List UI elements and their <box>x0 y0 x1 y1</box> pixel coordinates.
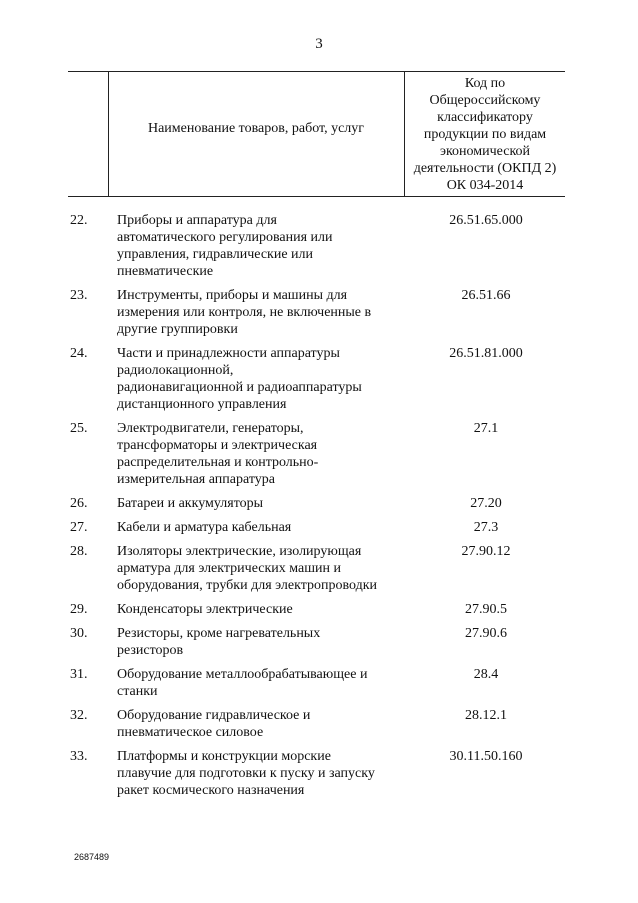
row-name <box>112 625 407 659</box>
row-name-line: резисторов <box>117 643 184 658</box>
table-row <box>70 345 565 413</box>
table-row <box>70 519 565 536</box>
row-number: 33. <box>70 749 88 764</box>
table-row <box>70 666 565 700</box>
column-header-code-line: Общероссийскому <box>429 93 541 108</box>
row-name-line: Батареи и аккумуляторы <box>117 496 264 511</box>
row-name-line: оборудования, трубки для электропроводки <box>117 578 378 593</box>
row-number: 24. <box>70 346 88 361</box>
column-header-code-line: ОК 034-2014 <box>446 178 524 193</box>
row-name <box>112 287 407 338</box>
row-name-line: Изоляторы электрические, изолирующая <box>117 544 362 559</box>
column-header-code-line: продукции по видам <box>423 127 547 142</box>
row-name-line: радиолокационной, <box>117 363 234 378</box>
row-name-line: Платформы и конструкции морские <box>117 749 331 764</box>
row-name <box>112 543 407 594</box>
table-row <box>70 420 565 488</box>
column-header-code <box>405 75 565 194</box>
row-name-line: автоматического регулирования или <box>117 230 333 245</box>
row-name-line: плавучие для подготовки к пуску и запуску <box>117 766 375 781</box>
row-name-line: станки <box>117 684 158 699</box>
column-header-name: Наименование товаров, работ, услуг <box>147 121 365 136</box>
row-name <box>112 601 407 618</box>
row-name-line: пневматические <box>117 264 214 279</box>
row-number: 28. <box>70 544 88 559</box>
table-row <box>70 495 565 512</box>
document-id: 2687489 <box>74 852 110 862</box>
row-code: 28.12.1 <box>465 708 507 723</box>
row-name <box>112 707 407 741</box>
row-name-line: Приборы и аппаратура для <box>117 213 277 228</box>
table-header-bottom-rule <box>68 196 565 197</box>
row-code: 26.51.81.000 <box>449 346 523 361</box>
table-body <box>70 212 565 806</box>
row-name-line: Кабели и арматура кабельная <box>117 520 292 535</box>
row-name-line: Инструменты, приборы и машины для <box>117 288 348 303</box>
table-row <box>70 625 565 659</box>
row-number: 31. <box>70 667 88 682</box>
column-header-code-line: экономической <box>439 144 531 159</box>
row-number: 30. <box>70 626 88 641</box>
row-code: 26.51.66 <box>461 288 511 303</box>
row-name-line: Части и принадлежности аппаратуры <box>117 346 340 361</box>
row-code: 27.3 <box>473 520 499 535</box>
row-name-line: радионавигационной и радиоаппаратуры <box>117 380 362 395</box>
row-code: 30.11.50.160 <box>449 749 523 764</box>
table-row <box>70 287 565 338</box>
row-name-line: Оборудование металлообрабатывающее и <box>117 667 368 682</box>
row-name-line: измерительная аппаратура <box>117 472 275 487</box>
row-code: 26.51.65.000 <box>449 213 523 228</box>
row-name <box>112 420 407 488</box>
row-name <box>112 212 407 280</box>
column-header-code-line: классификатору <box>437 110 533 125</box>
page-number: 3 <box>315 36 323 52</box>
row-code: 27.90.12 <box>461 544 511 559</box>
row-name <box>112 495 407 512</box>
table-row <box>70 543 565 594</box>
table-row <box>70 601 565 618</box>
row-name-line: трансформаторы и электрическая <box>117 438 318 453</box>
row-name-line: дистанционного управления <box>117 397 287 412</box>
column-header-code-line: деятельности (ОКПД 2) <box>413 161 557 176</box>
row-code: 27.1 <box>473 421 499 436</box>
table-row <box>70 212 565 280</box>
row-name-line: Электродвигатели, генераторы, <box>117 421 304 436</box>
row-number: 32. <box>70 708 88 723</box>
row-code: 27.90.5 <box>465 602 507 617</box>
row-number: 26. <box>70 496 88 511</box>
row-name <box>112 345 407 413</box>
table-row <box>70 748 565 799</box>
row-name <box>112 666 407 700</box>
table-row <box>70 707 565 741</box>
row-name-line: арматура для электрических машин и <box>117 561 342 576</box>
row-name-line: пневматическое силовое <box>117 725 264 740</box>
row-name-line: Оборудование гидравлическое и <box>117 708 311 723</box>
row-name <box>112 748 407 799</box>
column-header-code-line: Код по <box>464 76 506 91</box>
row-name-line: измерения или контроля, не включенные в <box>117 305 372 320</box>
row-name-line: управления, гидравлические или <box>117 247 314 262</box>
row-code: 27.90.6 <box>465 626 507 641</box>
row-number: 23. <box>70 288 88 303</box>
row-name-line: другие группировки <box>117 322 238 337</box>
row-name-line: распределительная и контрольно- <box>117 455 319 470</box>
row-name-line: Резисторы, кроме нагревательных <box>117 626 321 641</box>
row-name-line: Конденсаторы электрические <box>117 602 293 617</box>
row-code: 28.4 <box>473 667 499 682</box>
row-name <box>112 519 407 536</box>
row-number: 25. <box>70 421 88 436</box>
row-number: 22. <box>70 213 88 228</box>
table-top-rule <box>68 71 565 72</box>
row-number: 29. <box>70 602 88 617</box>
row-number: 27. <box>70 520 88 535</box>
row-name-line: ракет космического назначения <box>117 783 305 798</box>
row-code: 27.20 <box>470 496 502 511</box>
